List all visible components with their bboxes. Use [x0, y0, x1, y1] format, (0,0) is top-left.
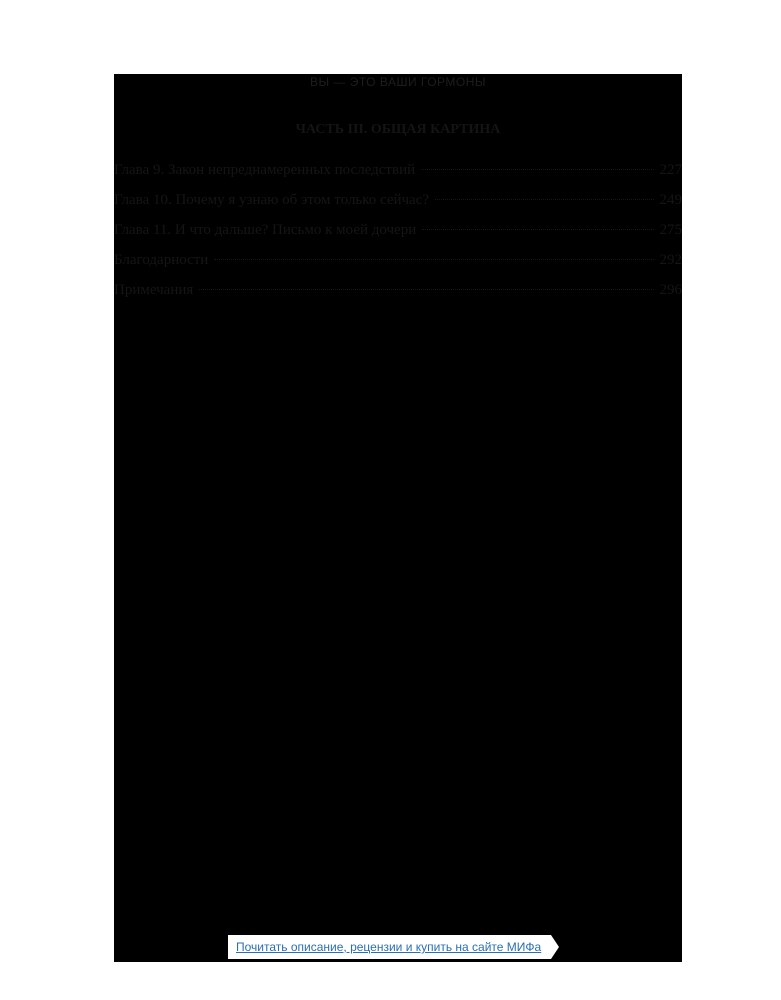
- toc-dot-leader: [421, 169, 653, 170]
- table-of-contents: [114, 160, 682, 310]
- toc-entry-page: 296: [659, 282, 682, 298]
- toc-entry-title: Примечания: [114, 282, 194, 298]
- running-header: ВЫ — ЭТО ВАШИ ГОРМОНЫ: [309, 75, 487, 89]
- toc-entry: [114, 220, 682, 240]
- toc-entry: [114, 250, 682, 270]
- toc-entry-page: 292: [659, 252, 682, 268]
- toc-dot-leader: [435, 199, 653, 200]
- book-page: [114, 74, 682, 962]
- toc-entry-title: Глава 9. Закон непреднамеренных последствий: [114, 162, 416, 178]
- part-title: ЧАСТЬ III. ОБЩАЯ КАРТИНА: [295, 122, 501, 137]
- mif-store-banner: [228, 935, 551, 959]
- toc-entry-title: Глава 10. Почему я узнаю об этом только сейчас?: [114, 192, 430, 208]
- toc-entry-title: Благодарности: [114, 252, 209, 268]
- toc-entry-page: 249: [659, 192, 682, 208]
- toc-entry-title: Глава 11. И что дальше? Письмо к моей дочери: [114, 222, 417, 238]
- toc-dot-leader: [214, 259, 653, 260]
- toc-entry-page: 275: [659, 222, 682, 238]
- toc-dot-leader: [199, 289, 653, 290]
- toc-entry: [114, 160, 682, 180]
- toc-entry: [114, 280, 682, 300]
- toc-entry-page: 227: [659, 162, 682, 178]
- toc-dot-leader: [422, 229, 653, 230]
- mif-store-link[interactable]: Почитать описание, рецензии и купить на сайте МИФа: [236, 940, 542, 954]
- toc-entry: [114, 190, 682, 210]
